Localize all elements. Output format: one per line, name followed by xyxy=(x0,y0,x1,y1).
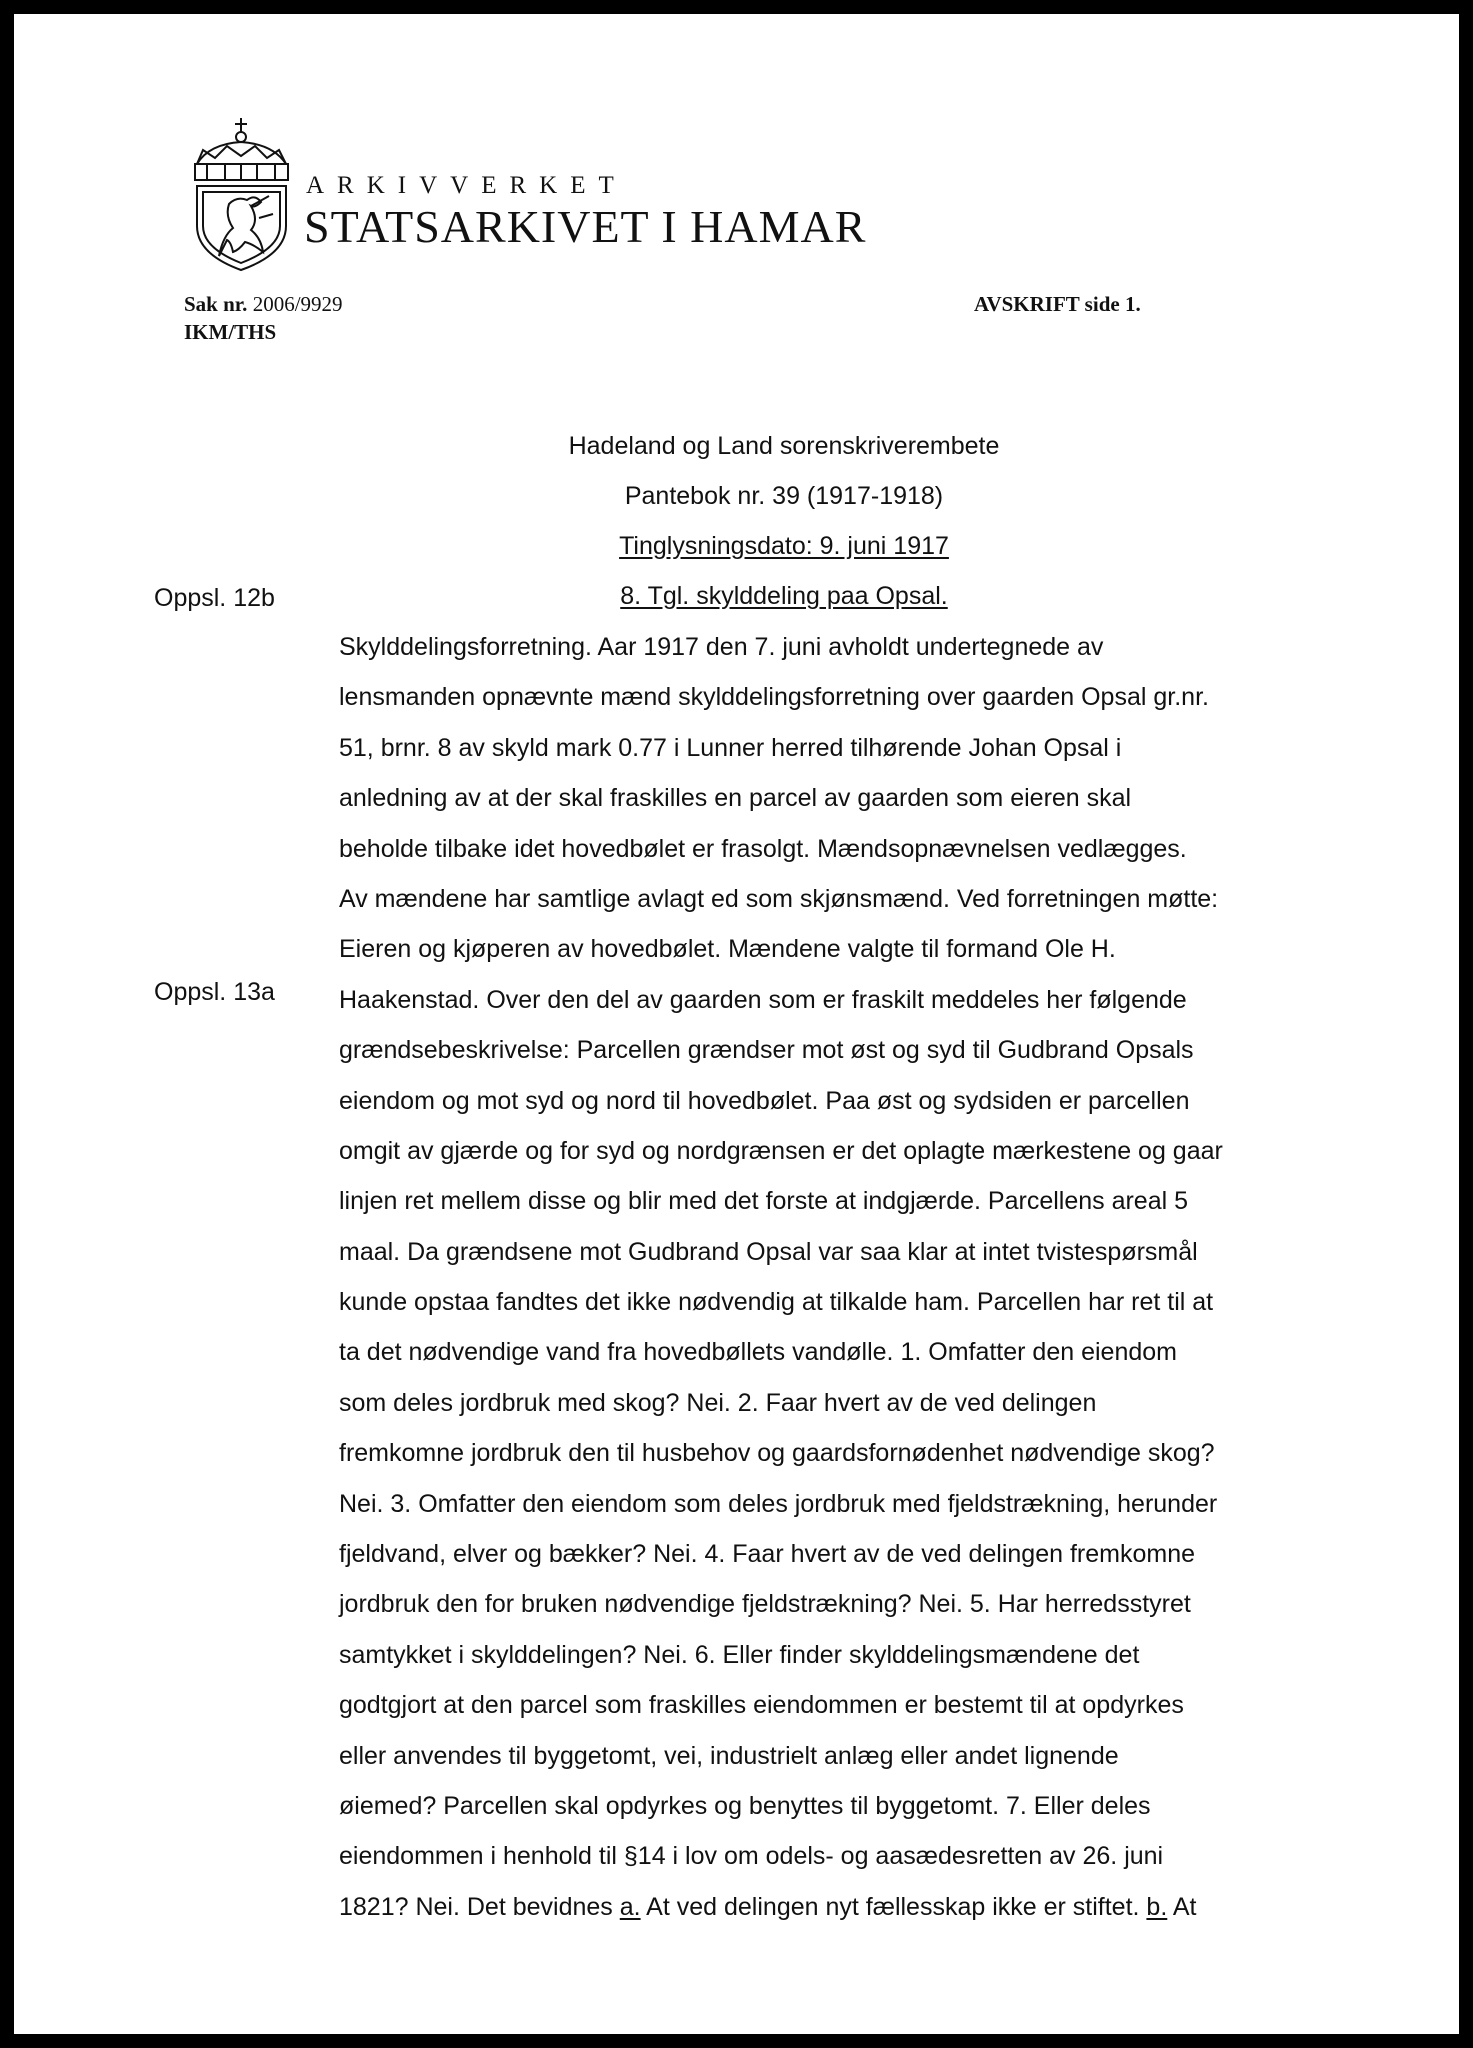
regional-archive-name: STATSARKIVET I HAMAR xyxy=(304,201,867,252)
text-line: beholde tilbake idet hovedbølet er frasolgt. Mændsopnævnelsen vedlægges. xyxy=(339,834,1187,863)
text-line: lensmanden opnævnte mænd skylddelingsforretning over gaarden Opsal gr.nr. xyxy=(339,683,1209,712)
text-line: fremkomne jordbruk den til husbehov og gaardsfornødenhet nødvendige skog? xyxy=(339,1439,1215,1468)
text-line: Skylddelingsforretning. Aar 1917 den 7. juni avholdt undertegnede av xyxy=(339,633,1104,661)
marker-b: b. xyxy=(1146,1892,1168,1921)
case-value: 2006/9929 xyxy=(252,292,343,316)
text-line-last xyxy=(339,1882,1439,1932)
margin-note: Oppsl. 12b xyxy=(154,584,275,612)
case-label: Sak nr. xyxy=(184,292,248,316)
text-line: øiemed? Parcellen skal opdyrkes og benyttes til byggetomt. 7. Eller deles xyxy=(339,1791,1151,1820)
transcript-page-label: AVSKRIFT side 1. xyxy=(974,292,1141,316)
text-line: godtgjort at den parcel som fraskilles eiendommen er bestemt til at opdyrkes xyxy=(339,1691,1184,1720)
archive-name: ARKIVVERKET xyxy=(306,172,627,199)
text-line: Haakenstad. Over den del av gaarden som er fraskilt meddeles her følgende xyxy=(339,985,1187,1014)
text-line: omgit av gjærde og for syd og nordgrænsen er det oplagte mærkestene og gaar xyxy=(339,1136,1223,1165)
last-line-part: At xyxy=(1167,1892,1197,1921)
office-title: Hadeland og Land sorenskriverembete xyxy=(568,432,1000,460)
transcript-body xyxy=(339,622,1439,1932)
text-line: fjeldvand, elver og bækker? Nei. 4. Faar hvert av de ved delingen fremkomne xyxy=(339,1540,1196,1569)
text-line: 51, brnr. 8 av skyld mark 0.77 i Lunner herred tilhørende Johan Opsal i xyxy=(339,733,1122,762)
text-line: Av mændene har samtlige avlagt ed som skjønsmænd. Ved forretningen møtte: xyxy=(339,884,1219,913)
text-line: kunde opstaa fandtes det ikke nødvendig at tilkalde ham. Parcellen har ret til at xyxy=(339,1288,1214,1317)
text-line: maal. Da grændsene mot Gudbrand Opsal var saa klar at intet tvistespørsmål xyxy=(339,1237,1198,1266)
registration-date-wrapper xyxy=(514,532,1054,561)
text-line: Eieren og kjøperen av hovedbølet. Mændene valgte til formand Ole H. xyxy=(339,935,1116,964)
text-line: jordbruk den for bruken nødvendige fjeldstrækning? Nei. 5. Har herredsstyret xyxy=(339,1590,1191,1619)
text-line: eiendommen i henhold til §14 i lov om odels- og aasædesretten av 26. juni xyxy=(339,1842,1164,1871)
text-line: ta det nødvendige vand fra hovedbøllets vandølle. 1. Omfatter den eiendom xyxy=(339,1338,1177,1367)
marker-a: a. xyxy=(619,1892,641,1921)
registration-date: Tinglysningsdato: 9. juni 1917 xyxy=(619,532,949,560)
margin-note: Oppsl. 13a xyxy=(154,978,275,1006)
text-line: linjen ret mellem disse og blir med det forste at indgjærde. Parcellens areal 5 xyxy=(339,1187,1189,1216)
text-line: som deles jordbruk med skog? Nei. 2. Faar hvert av de ved delingen xyxy=(339,1388,1097,1417)
text-line: Nei. 3. Omfatter den eiendom som deles jordbruk med fjeldstrækning, herunder xyxy=(339,1489,1218,1518)
case-number xyxy=(184,292,343,317)
initials: IKM/THS xyxy=(184,320,277,344)
text-line: grændsebeskrivelse: Parcellen grændser mot øst og syd til Gudbrand Opsals xyxy=(339,1036,1194,1065)
book-title: Pantebok nr. 39 (1917-1918) xyxy=(624,482,944,510)
entry-title-wrapper xyxy=(514,582,1054,611)
text-line: anledning av at der skal fraskilles en parcel av gaarden som eieren skal xyxy=(339,784,1132,813)
last-line-part: 1821? Nei. Det bevidnes xyxy=(339,1892,620,1921)
text-line: samtykket i skylddelingen? Nei. 6. Eller finder skylddelingsmændene det xyxy=(339,1640,1140,1669)
entry-title: 8. Tgl. skylddeling paa Opsal. xyxy=(620,582,948,610)
last-line-part: At ved delingen nyt fællesskap ikke er stiftet. xyxy=(640,1892,1147,1921)
text-line: eller anvendes til byggetomt, vei, industrielt anlæg eller andet lignende xyxy=(339,1741,1119,1770)
document-page xyxy=(14,14,1459,2034)
text-line: eiendom og mot syd og nord til hovedbølet. Paa øst og sydsiden er parcellen xyxy=(339,1086,1190,1115)
norwegian-coat-of-arms-icon xyxy=(189,116,294,274)
